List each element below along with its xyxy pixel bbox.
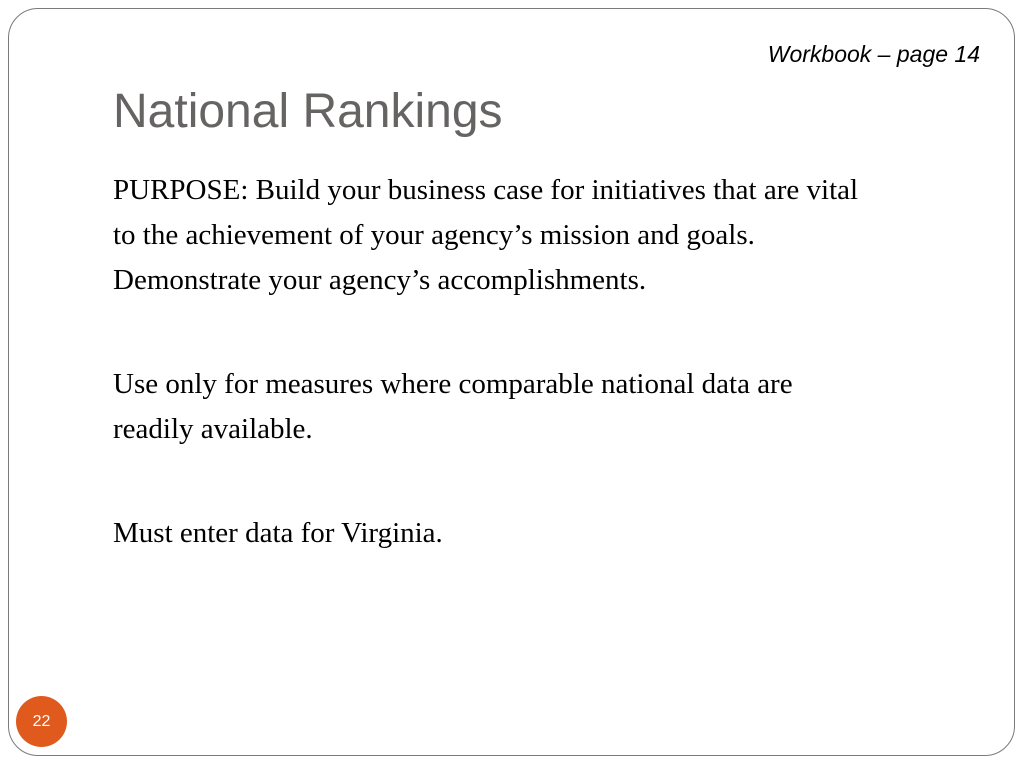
purpose-line-2: to the achievement of your agency’s mission and goals. — [113, 219, 755, 251]
page-number-badge — [16, 696, 67, 747]
workbook-reference: Workbook – page 14 — [767, 41, 980, 67]
slide-title: National Rankings — [113, 85, 503, 138]
usage-line-1: Use only for measures where comparable national data are — [113, 368, 793, 400]
slide-body — [113, 168, 973, 615]
purpose-line-1: PURPOSE: Build your business case for initiatives that are vital — [113, 174, 859, 206]
page-number: 22 — [32, 712, 51, 730]
requirement-line: Must enter data for Virginia. — [113, 517, 443, 549]
usage-paragraph — [113, 362, 973, 452]
requirement-paragraph — [113, 511, 973, 556]
usage-line-2: readily available. — [113, 413, 313, 445]
purpose-line-3: Demonstrate your agency’s accomplishments. — [113, 264, 647, 296]
purpose-paragraph — [113, 168, 973, 303]
